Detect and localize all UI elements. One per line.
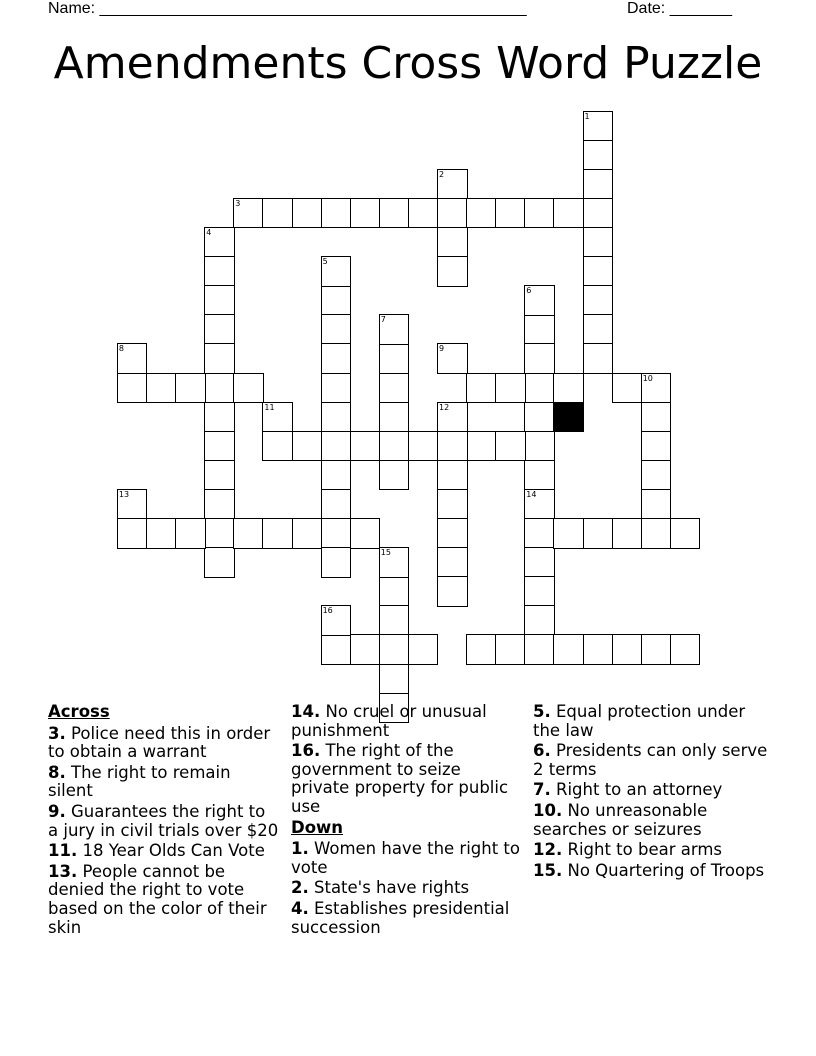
clue-number-label: 3 — [235, 198, 241, 208]
clue-number-label: 1 — [584, 111, 590, 121]
clue-number: 13. — [48, 861, 78, 881]
clue-number-label: 9 — [439, 344, 445, 354]
clue-text: The right of the government to seize private property for public use — [291, 741, 509, 816]
grid-cell[interactable] — [350, 518, 381, 549]
grid-cell[interactable] — [321, 343, 352, 374]
down-clue-10 — [533, 802, 773, 839]
grid-cell[interactable] — [379, 314, 410, 345]
grid-cell[interactable] — [524, 431, 555, 462]
page-title: Amendments Cross Word Puzzle — [53, 38, 763, 89]
grid-cell[interactable] — [262, 518, 293, 549]
down-clue-15 — [533, 862, 773, 881]
grid-cell[interactable] — [204, 489, 235, 520]
grid-cell[interactable] — [641, 373, 672, 404]
grid-cell[interactable] — [292, 518, 323, 549]
grid-cell[interactable] — [379, 576, 410, 607]
grid-cell[interactable] — [204, 285, 235, 316]
grid-cell[interactable] — [321, 547, 352, 578]
grid-cell[interactable] — [321, 402, 352, 433]
grid-cell[interactable] — [117, 373, 148, 404]
grid-cell[interactable] — [204, 227, 235, 258]
grid-cell[interactable] — [408, 634, 439, 665]
across-clue-9 — [48, 803, 280, 840]
grid-cell[interactable] — [321, 256, 352, 287]
clue-number: 12. — [533, 840, 563, 860]
grid-cell[interactable] — [466, 198, 497, 229]
grid-cell[interactable] — [583, 634, 614, 665]
clue-number: 10. — [533, 800, 563, 820]
grid-cell[interactable] — [233, 518, 264, 549]
grid-cell[interactable] — [379, 431, 410, 462]
clue-text: No unreasonable searches or seizures — [533, 800, 708, 839]
grid-cell[interactable] — [379, 343, 410, 374]
date-label: Date: — [627, 0, 670, 17]
grid-cell[interactable] — [292, 431, 323, 462]
clue-number-label: 6 — [526, 286, 532, 296]
grid-cell[interactable] — [583, 111, 614, 142]
grid-cell[interactable] — [204, 431, 235, 462]
grid-cell[interactable] — [379, 547, 410, 578]
clue-number-label: 11 — [264, 402, 275, 412]
grid-cell[interactable] — [466, 634, 497, 665]
name-label: Name: — [48, 0, 100, 17]
clue-number-label: 5 — [322, 257, 328, 267]
grid-cell[interactable] — [292, 198, 323, 229]
clue-number-label: 15 — [380, 548, 391, 558]
grid-cell[interactable] — [437, 547, 468, 578]
clue-text: Guarantees the right to a jury in civil trials over $20 — [48, 801, 279, 840]
grid-cell[interactable] — [204, 547, 235, 578]
down-clue-4 — [291, 900, 523, 937]
grid-cell[interactable] — [350, 198, 381, 229]
clue-number-label: 13 — [118, 489, 130, 499]
grid-cell[interactable] — [641, 489, 672, 520]
grid-cell[interactable] — [583, 285, 614, 316]
grid-cell[interactable] — [437, 460, 468, 491]
grid-cell[interactable] — [117, 518, 148, 549]
grid-cell[interactable] — [437, 431, 468, 462]
across-clue-11 — [48, 842, 280, 861]
grid-cell[interactable] — [321, 489, 352, 520]
grid-cell[interactable] — [583, 169, 614, 200]
grid-cell[interactable] — [379, 373, 410, 404]
grid-cell[interactable] — [583, 198, 614, 229]
grid-cell[interactable] — [437, 169, 468, 200]
grid-cell[interactable] — [583, 140, 614, 171]
down-clue-7 — [533, 781, 773, 800]
grid-cell[interactable] — [321, 431, 352, 462]
clue-number: 3. — [48, 723, 66, 743]
clue-text: Establishes presidential succession — [291, 898, 510, 937]
date-line[interactable]: _______ — [669, 0, 732, 17]
grid-cell[interactable] — [204, 373, 235, 404]
grid-cell[interactable] — [204, 460, 235, 491]
grid-cell[interactable] — [321, 460, 352, 491]
clue-column-3 — [533, 703, 773, 882]
clue-number-label: 14 — [526, 489, 537, 499]
grid-cell[interactable] — [321, 634, 352, 665]
grid-cell[interactable] — [524, 314, 555, 345]
clue-text: No Quartering of Troops — [562, 860, 765, 880]
clue-number: 5. — [533, 702, 551, 721]
grid-cell[interactable] — [495, 198, 526, 229]
clue-number-label: 4 — [206, 228, 212, 237]
clue-number: 2. — [291, 878, 309, 898]
grid-cell[interactable] — [524, 605, 555, 636]
grid-cell[interactable] — [437, 518, 468, 549]
black-square — [553, 402, 584, 433]
grid-cell[interactable] — [204, 518, 235, 549]
grid-cell[interactable] — [583, 314, 614, 345]
clue-number: 6. — [533, 741, 551, 761]
down-heading: Down — [291, 817, 344, 837]
clue-text: Women have the right to vote — [291, 839, 520, 877]
grid-cell[interactable] — [670, 518, 701, 549]
grid-cell[interactable] — [583, 227, 614, 258]
grid-cell[interactable] — [466, 431, 497, 462]
grid-cell[interactable] — [583, 256, 614, 287]
clue-number: 8. — [48, 762, 66, 782]
grid-cell[interactable] — [437, 489, 468, 520]
clue-number: 14. — [291, 702, 321, 721]
grid-cell[interactable] — [146, 373, 177, 404]
grid-cell[interactable] — [641, 518, 672, 549]
grid-cell[interactable] — [379, 402, 410, 433]
clue-column-1 — [48, 703, 280, 939]
grid-cell[interactable] — [641, 402, 672, 433]
grid-cell[interactable] — [524, 373, 555, 404]
grid-cell[interactable] — [524, 547, 555, 578]
clue-number-label: 2 — [439, 169, 445, 179]
grid-cell[interactable] — [495, 431, 526, 462]
grid-cell[interactable] — [524, 402, 555, 433]
clue-number: 11. — [48, 841, 78, 861]
clue-text: No cruel or unusual punishment — [291, 702, 487, 740]
grid-cell[interactable] — [583, 343, 614, 374]
grid-cell[interactable] — [262, 431, 293, 462]
grid-cell[interactable] — [321, 285, 352, 316]
across-clue-14 — [291, 703, 523, 740]
clue-number-label: 8 — [118, 344, 124, 354]
clue-text: Presidents can only serve 2 terms — [533, 741, 768, 779]
down-clue-2 — [291, 879, 523, 898]
across-clue-3 — [48, 725, 280, 762]
grid-cell[interactable] — [437, 402, 468, 433]
grid-cell[interactable] — [437, 227, 468, 258]
grid-cell[interactable] — [379, 460, 410, 491]
across-clue-16 — [291, 742, 523, 816]
grid-cell[interactable] — [553, 373, 584, 404]
grid-cell[interactable] — [524, 198, 555, 229]
grid-cell[interactable] — [117, 489, 148, 520]
grid-cell[interactable] — [495, 634, 526, 665]
grid-cell[interactable] — [553, 198, 584, 229]
grid-cell[interactable] — [117, 343, 148, 374]
clue-number: 4. — [291, 898, 309, 918]
grid-cell[interactable] — [204, 314, 235, 345]
clue-text: Right to bear arms — [562, 840, 723, 860]
clue-text: People cannot be denied the right to vote based on the color of their skin — [48, 861, 267, 937]
clue-text: Right to an attorney — [550, 780, 723, 800]
grid-cell[interactable] — [321, 373, 352, 404]
grid-cell[interactable] — [233, 198, 264, 229]
grid-cell[interactable] — [524, 576, 555, 607]
grid-cell[interactable] — [204, 343, 235, 374]
grid-cell[interactable] — [524, 634, 555, 665]
grid-cell[interactable] — [524, 460, 555, 491]
clue-text: 18 Year Olds Can Vote — [77, 841, 265, 861]
grid-cell[interactable] — [641, 431, 672, 462]
grid-cell[interactable] — [321, 198, 352, 229]
grid-cell[interactable] — [641, 634, 672, 665]
grid-cell[interactable] — [379, 634, 410, 665]
grid-cell[interactable] — [437, 256, 468, 287]
grid-cell[interactable] — [379, 198, 410, 229]
clue-number: 1. — [291, 839, 309, 859]
down-clue-12 — [533, 841, 773, 860]
clue-text: Equal protection under the law — [533, 702, 746, 740]
grid-cell[interactable] — [204, 256, 235, 287]
clue-number-label: 12 — [439, 402, 450, 412]
grid-cell[interactable] — [437, 576, 468, 607]
clue-number: 15. — [533, 860, 563, 880]
grid-cell[interactable] — [408, 431, 439, 462]
grid-cell[interactable] — [553, 518, 584, 549]
clue-text: State's have rights — [308, 878, 470, 898]
grid-cell[interactable] — [408, 198, 439, 229]
grid-cell[interactable] — [262, 198, 293, 229]
grid-cell[interactable] — [524, 489, 555, 520]
grid-cell[interactable] — [204, 402, 235, 433]
grid-cell[interactable] — [583, 518, 614, 549]
down-clue-1 — [291, 840, 523, 877]
grid-cell[interactable] — [175, 373, 206, 404]
grid-cell[interactable] — [321, 518, 352, 549]
grid-cell[interactable] — [466, 373, 497, 404]
clue-number: 9. — [48, 801, 66, 821]
name-line[interactable]: ________________________________________________ — [99, 0, 527, 17]
clue-number: 7. — [533, 780, 551, 800]
grid-cell[interactable] — [670, 634, 701, 665]
clue-text: The right to remain silent — [48, 762, 231, 801]
grid-cell[interactable] — [175, 518, 206, 549]
grid-cell[interactable] — [146, 518, 177, 549]
grid-cell[interactable] — [262, 402, 293, 433]
grid-cell[interactable] — [641, 460, 672, 491]
grid-cell[interactable] — [495, 373, 526, 404]
grid-cell[interactable] — [612, 518, 643, 549]
across-clue-8 — [48, 764, 280, 801]
grid-cell[interactable] — [612, 634, 643, 665]
grid-cell[interactable] — [321, 605, 352, 636]
clue-number-label: 16 — [322, 606, 333, 616]
down-clue-5 — [533, 703, 773, 740]
clue-number-label: 10 — [642, 373, 653, 383]
grid-cell[interactable] — [524, 343, 555, 374]
grid-cell[interactable] — [379, 664, 410, 695]
grid-cell[interactable] — [437, 343, 468, 374]
grid-cell[interactable] — [437, 198, 468, 229]
grid-cell[interactable] — [524, 285, 555, 316]
grid-cell[interactable] — [350, 634, 381, 665]
grid-cell[interactable] — [553, 634, 584, 665]
clue-text: Police need this in order to obtain a warrant — [48, 723, 271, 762]
clue-number: 16. — [291, 741, 321, 761]
grid-cell[interactable] — [524, 518, 555, 549]
grid-cell[interactable] — [379, 605, 410, 636]
grid-cell[interactable] — [350, 431, 381, 462]
clue-number-label: 7 — [380, 315, 386, 325]
down-clue-6 — [533, 742, 773, 779]
grid-cell[interactable] — [233, 373, 264, 404]
across-clue-13 — [48, 863, 280, 937]
grid-cell[interactable] — [612, 373, 643, 404]
grid-cell[interactable] — [321, 314, 352, 345]
clue-column-2 — [291, 703, 523, 939]
across-heading: Across — [48, 702, 110, 721]
